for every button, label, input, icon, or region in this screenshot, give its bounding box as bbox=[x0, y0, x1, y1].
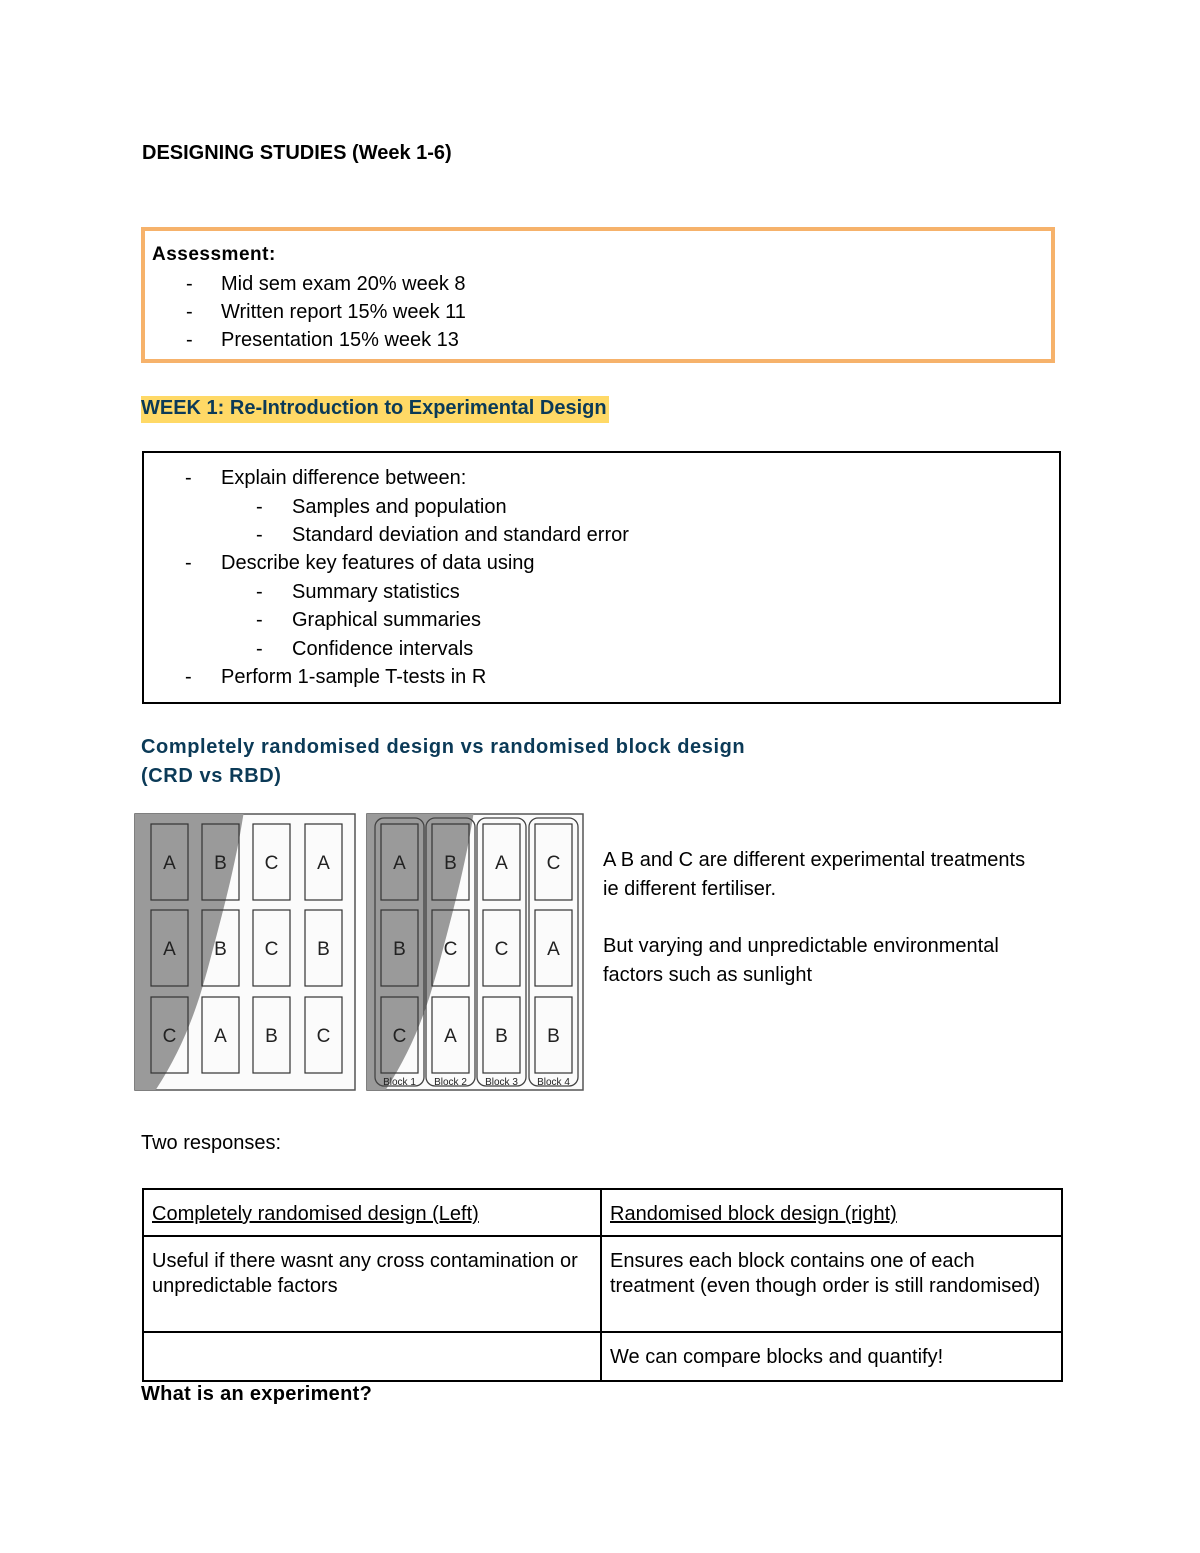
table-row bbox=[143, 1332, 1062, 1381]
table-cell: Useful if there wasnt any cross contamination or unpredictable factors bbox=[143, 1236, 601, 1332]
assessment-heading: Assessment: bbox=[152, 244, 276, 265]
bullet-dash: - bbox=[256, 638, 263, 660]
treatment-label: C bbox=[494, 939, 509, 960]
treatment-label: A bbox=[163, 939, 176, 960]
treatment-label: C bbox=[392, 1026, 407, 1047]
table-cell: We can compare blocks and quantify! bbox=[601, 1332, 1062, 1381]
treatment-label: A bbox=[317, 853, 330, 874]
treatment-label: B bbox=[547, 1026, 560, 1047]
table-cell bbox=[143, 1332, 601, 1381]
treatment-label: C bbox=[546, 853, 561, 874]
bullet-dash: - bbox=[185, 552, 192, 574]
question-heading: What is an experiment? bbox=[141, 1383, 373, 1405]
bullet-dash: - bbox=[186, 329, 193, 351]
table-row bbox=[143, 1236, 1062, 1332]
treatment-label: A bbox=[495, 853, 508, 874]
objective-subitem: Standard deviation and standard error bbox=[292, 524, 629, 546]
objective-subitem: Confidence intervals bbox=[292, 638, 474, 660]
treatment-label: B bbox=[444, 853, 457, 874]
block-label: Block 2 bbox=[434, 1077, 467, 1088]
assessment-item: Presentation 15% week 13 bbox=[221, 329, 459, 351]
objective-item: Describe key features of data using bbox=[221, 552, 535, 574]
block-label: Block 1 bbox=[383, 1077, 416, 1088]
treatment-label: A bbox=[444, 1026, 457, 1047]
assessment-box bbox=[141, 227, 1055, 363]
bullet-dash: - bbox=[256, 609, 263, 631]
assessment-item: Mid sem exam 20% week 8 bbox=[221, 273, 466, 295]
figure-explanation-2: But varying and unpredictable environmental factors such as sunlight bbox=[603, 935, 999, 986]
treatment-label: B bbox=[495, 1026, 508, 1047]
treatment-label: C bbox=[162, 1026, 177, 1047]
treatment-label: B bbox=[265, 1026, 278, 1047]
treatment-label: B bbox=[393, 939, 406, 960]
treatment-label: A bbox=[393, 853, 406, 874]
treatment-label: B bbox=[317, 939, 330, 960]
table-header-row bbox=[143, 1189, 1062, 1236]
assessment-item: Written report 15% week 11 bbox=[221, 301, 466, 323]
objective-item: Perform 1-sample T-tests in R bbox=[221, 666, 487, 688]
treatment-label: C bbox=[264, 853, 279, 874]
bullet-dash: - bbox=[256, 581, 263, 603]
bullet-dash: - bbox=[185, 467, 192, 489]
bullet-dash: - bbox=[186, 273, 193, 295]
bullet-dash: - bbox=[256, 524, 263, 546]
objective-subitem: Samples and population bbox=[292, 496, 507, 518]
objective-item: Explain difference between: bbox=[221, 467, 467, 489]
treatment-label: C bbox=[264, 939, 279, 960]
comparison-table bbox=[142, 1188, 1063, 1382]
block-label: Block 3 bbox=[485, 1077, 518, 1088]
crd-rbd-figure bbox=[133, 804, 585, 1100]
bullet-dash: - bbox=[186, 301, 193, 323]
treatment-label: B bbox=[214, 939, 227, 960]
two-responses-label: Two responses: bbox=[141, 1132, 282, 1154]
week-heading: WEEK 1: Re-Introduction to Experimental Design bbox=[141, 396, 609, 423]
figure-explanation: A B and C are different experimental treatments ie different fertiliser. bbox=[603, 849, 1026, 900]
objectives-box bbox=[142, 451, 1061, 704]
objective-subitem: Summary statistics bbox=[292, 581, 460, 603]
treatment-label: C bbox=[443, 939, 458, 960]
table-header: Randomised block design (right) bbox=[601, 1189, 1062, 1236]
section-subheading: (CRD vs RBD) bbox=[141, 765, 282, 787]
table-header: Completely randomised design (Left) bbox=[143, 1189, 601, 1236]
block-label: Block 4 bbox=[537, 1077, 570, 1088]
treatment-label: A bbox=[163, 853, 176, 874]
treatment-label: C bbox=[316, 1026, 331, 1047]
treatment-label: A bbox=[214, 1026, 227, 1047]
treatment-label: A bbox=[547, 939, 560, 960]
section-heading: Completely randomised design vs randomised block design bbox=[141, 736, 746, 758]
bullet-dash: - bbox=[185, 666, 192, 688]
page-title: DESIGNING STUDIES (Week 1-6) bbox=[142, 142, 452, 164]
bullet-dash: - bbox=[256, 496, 263, 518]
objective-subitem: Graphical summaries bbox=[292, 609, 481, 631]
table-cell: Ensures each block contains one of each treatment (even though order is still randomised) bbox=[601, 1236, 1062, 1332]
treatment-label: B bbox=[214, 853, 227, 874]
